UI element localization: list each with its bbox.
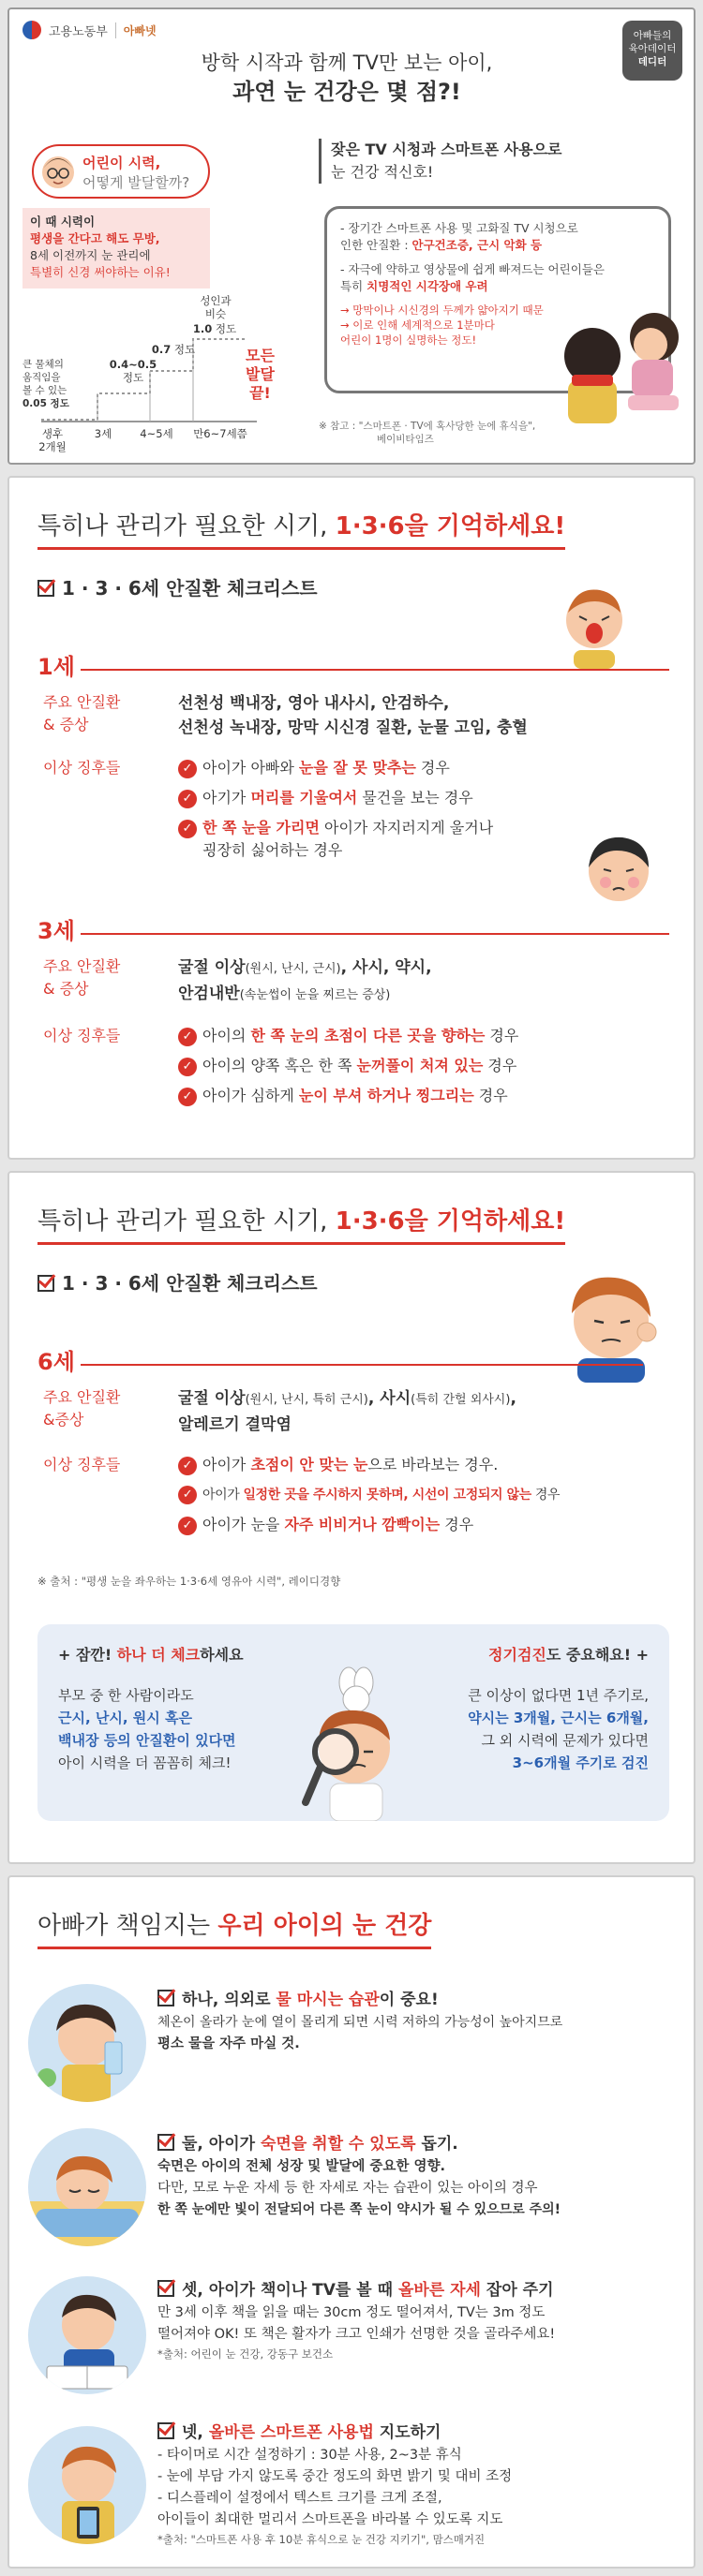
tip-left-heading (58, 1645, 244, 1666)
label-text: 주요 안질환 (43, 693, 121, 711)
tip-source: *출처: 어린이 눈 건강, 강동구 보건소 (157, 2347, 334, 2361)
tip-heading-emphasis: 정기검진 (488, 1646, 546, 1664)
warning-line: 눈 건강 적신호! (331, 163, 434, 181)
disease-line: 선천성 녹내장, 망막 시신경 질환, 눈물 고임, 충혈 (178, 718, 528, 737)
check-circle-icon: ✓ (178, 760, 197, 778)
tip-heading-emphasis: 하나 더 체크 (116, 1646, 201, 1664)
vision-development-chart (22, 290, 304, 453)
symptom-emphasis: 자주 비비거나 깜빡이는 (284, 1516, 441, 1533)
tip-heading-text: 도 중요해요! + (546, 1646, 649, 1664)
tip-body-line: - 눈에 부담 가지 않도록 중간 정도의 화면 밝기 및 대비 조정 (157, 2469, 513, 2484)
checklist-subtitle (37, 575, 318, 601)
symptom-text: 경우 (415, 759, 450, 777)
age-divider (81, 669, 669, 671)
checklist-card-1-3 (7, 476, 696, 1160)
check-circle-icon: ✓ (178, 1088, 197, 1106)
checkbox-icon (157, 2280, 174, 2297)
adult-text: 성인과 (200, 294, 232, 307)
bubble-note: → 이로 인해 세계적으로 1분마다 (340, 318, 495, 332)
drinking-water-illustration (28, 1984, 146, 2102)
tip-head-text: 잡아 주기 (480, 2281, 554, 2300)
bubble-emphasis: 치명적인 시각장애 우려 (366, 279, 488, 293)
reading-child-illustration (28, 2276, 146, 2394)
symptom-item (178, 787, 473, 809)
tip-right-heading (488, 1645, 649, 1666)
symptom-text: 아기가 (202, 789, 251, 807)
tip-head-emphasis: 물 마시는 습관 (276, 1991, 380, 2009)
title-line1: 방학 시작과 함께 TV만 보는 아이, (201, 52, 493, 74)
symptom-text: 경우 (531, 1488, 561, 1503)
tip-text: 부모 중 한 사람이라도 (58, 1687, 194, 1704)
check-circle-icon: ✓ (178, 1486, 197, 1504)
axis-text: 0.05 정도 (22, 398, 69, 409)
symptom-item (178, 1454, 498, 1476)
check-circle-icon: ✓ (178, 1028, 197, 1046)
age-divider (81, 1364, 643, 1366)
tip-body-line: - 디스플레이 설정에서 텍스트 크기를 크게 조절, (157, 2491, 442, 2506)
disease-label (43, 955, 120, 1000)
tip-left-body (58, 1684, 236, 1774)
disease-line: 선천성 백내장, 영아 내사시, 안검하수, (178, 694, 450, 713)
age-label: 3세 (94, 427, 112, 440)
done-text: 발달 (246, 365, 275, 383)
symptom-emphasis: 한 쪽 눈의 초점이 다른 곳을 향하는 (250, 1027, 486, 1044)
disease-text: 안검내반 (178, 985, 240, 1003)
pink-line: 8세 이전까지 눈 관리에 (30, 248, 151, 262)
tip-head-text: 돕기. (415, 2135, 458, 2154)
age-label (32, 427, 73, 453)
adult-note (195, 294, 236, 320)
checklist-source: ※ 출처 : "평생 눈을 좌우하는 1·3·6세 영유아 시력", 레이디경향 (37, 1575, 341, 1588)
symptom-emphasis: 눈을 잘 못 맞추는 (298, 759, 416, 777)
disease-text: , (510, 1389, 516, 1408)
child-rubbing-eye-illustration (549, 1263, 671, 1384)
badge-line: 데디터 (637, 56, 667, 67)
symptom-item (178, 1514, 473, 1536)
data-badge (622, 21, 682, 81)
ministry-name: 고용노동부 (49, 24, 108, 39)
pink-line: 평생을 간다고 해도 무방, (30, 231, 160, 245)
disease-note: (속눈썹이 눈을 찌르는 증상) (239, 988, 391, 1002)
symptom-text: 아이가 심하게 (202, 1087, 299, 1104)
symptom-text: 아이가 아빠와 (202, 759, 299, 777)
first-stage-label (22, 358, 73, 410)
intro-card (7, 7, 696, 465)
stage-label (150, 343, 197, 356)
checklist-subtitle (37, 1270, 318, 1296)
intro-title (141, 49, 553, 107)
disease-text: 굴절 이상 (178, 1389, 246, 1408)
ref-line: ※ 참고 : "스마트폰 · TV에 혹사당한 눈에 휴식을", (319, 421, 536, 432)
disease-text: 알레르기 결막염 (178, 1415, 292, 1434)
sleeping-child-illustration (28, 2128, 146, 2246)
disease-label (43, 1386, 120, 1431)
tip-body-line: 만 3세 이후 책을 읽을 때는 30cm 정도 떨어져서, TV는 3m 정도 (157, 2305, 546, 2320)
label-text: & 증상 (43, 716, 89, 733)
symptom-item (178, 1484, 560, 1506)
disease-note: (원시, 난시, 근시) (245, 962, 341, 976)
checklist-title (37, 1205, 565, 1245)
warning-heading (319, 139, 562, 184)
age-text: 생후 (41, 427, 64, 440)
title-text: 아빠가 책임지는 (37, 1912, 218, 1940)
checkbox-icon (157, 2422, 174, 2439)
tip-body-line: 다만, 모로 누운 자세 등 한 자세로 자는 습관이 있는 아이의 경우 (157, 2181, 538, 2196)
tip-body-line: 한 쪽 눈에만 빛이 전달되어 다른 쪽 눈이 약시가 될 수 있으므로 주의! (157, 2202, 561, 2217)
tip-text: 큰 이상이 없다면 1년 주기로, (468, 1687, 649, 1704)
age-6-heading: 6세 (37, 1349, 75, 1375)
tip-text: 아이 시력을 더 꼼꼼히 체크! (58, 1754, 232, 1771)
symptom-item (178, 757, 450, 779)
checkbox-icon (37, 1275, 54, 1292)
magnifier-man-illustration (292, 1662, 414, 1821)
question-line1: 어린이 시력, (82, 155, 161, 171)
symptom-text: 아이가 눈을 (202, 1516, 285, 1533)
subtitle-text: 1 · 3 · 6세 안질환 체크리스트 (62, 577, 318, 600)
axis-text: 볼 수 있는 (22, 385, 67, 396)
check-circle-icon: ✓ (178, 1517, 197, 1535)
bubble-text: - 자극에 약하고 영상물에 쉽게 빠져드는 어린이들은 (340, 262, 605, 276)
check-circle-icon: ✓ (178, 1058, 197, 1076)
tip-posture (157, 2278, 673, 2362)
symptom-emphasis: 일정한 곳을 주시하지 못하며, 시선이 고정되지 않는 (243, 1488, 531, 1503)
age-1-heading: 1세 (37, 654, 75, 680)
tip-head-text: 넷, (182, 2423, 209, 2442)
symptom-emphasis: 눈꺼풀이 처져 있는 (356, 1057, 484, 1074)
title-emphasis: 우리 아이의 눈 건강 (217, 1912, 432, 1940)
adult-text: 비슷 (204, 307, 227, 320)
label-text: & 증상 (43, 980, 89, 998)
ministry-logo-icon (22, 21, 41, 39)
checkbox-icon (157, 1990, 174, 2006)
symptom-text: 아이가 (202, 1456, 251, 1473)
smartphone-child-illustration (28, 2426, 146, 2544)
title-text: 특히나 관리가 필요한 시기, (37, 1207, 336, 1236)
symptom-text: 경우 (485, 1027, 519, 1044)
age-label: 만6~7세쯤 (193, 427, 247, 440)
tip-text: 근시, 난시, 원시 혹은 (58, 1710, 192, 1726)
extra-check-box (37, 1624, 669, 1821)
bubble-item (340, 220, 659, 254)
axis-text: 움직임을 (22, 372, 61, 383)
disease-note: (특히 간헐 외사시) (411, 1393, 511, 1407)
symptom-emphasis: 머리를 기울여서 (250, 789, 358, 807)
bubble-text: 인한 안질환 : (340, 238, 412, 252)
pink-line: 이 때 시력이 (30, 215, 96, 229)
tip-text: 그 외 시력에 문제가 있다면 (481, 1732, 649, 1749)
tip-source: *출처: "스마트폰 사용 후 10분 휴식으로 눈 건강 지키기", 맘스매거진 (157, 2533, 486, 2546)
dad-tips-title (37, 1909, 431, 1949)
tip-text: 3~6개월 주기로 검진 (512, 1754, 649, 1771)
kids-watching-tv-illustration (534, 290, 694, 431)
title-emphasis: 1·3·6을 기억하세요! (335, 1207, 566, 1236)
badge-line: 육아데이터 (628, 43, 677, 54)
tip-heading-text: + 잠깐! (58, 1646, 117, 1664)
symptom-text: 아이의 양쪽 혹은 한 쪽 (202, 1057, 357, 1074)
disease-text: , 사시, 약시, (340, 958, 432, 977)
bubble-text: 특히 (340, 279, 367, 293)
title-text: 특히나 관리가 필요한 시기, (37, 512, 336, 540)
check-circle-icon: ✓ (178, 790, 197, 808)
symptom-item (178, 1085, 508, 1107)
age-3-diseases (178, 955, 432, 1008)
tip-body-line: 아이들이 최대한 멀리서 스마트폰을 바라볼 수 있도록 지도 (157, 2512, 503, 2527)
stage-label (191, 322, 238, 335)
tip-body-line: 체온이 올라가 눈에 열이 몰리게 되면 시력 저하의 가능성이 높아지므로 (157, 2015, 563, 2030)
tip-head-emphasis: 올바른 스마트폰 사용법 (208, 2423, 374, 2442)
label-text: 주요 안질환 (43, 957, 121, 975)
symptom-text: 물건을 보는 경우 (357, 789, 473, 807)
tip-right-body (468, 1684, 649, 1774)
intro-reference (319, 420, 535, 446)
tip-text: 약시는 3개월, 근시는 6개월, (468, 1710, 649, 1726)
bubble-note: 어린이 1명이 실명하는 정도! (340, 333, 477, 347)
age-6-diseases (178, 1386, 516, 1437)
checklist-title (37, 510, 565, 550)
tip-smartphone (157, 2421, 673, 2548)
tip-head-text: 이 중요! (379, 1991, 439, 2009)
sad-child-illustration (576, 824, 662, 910)
development-done-label (246, 347, 275, 403)
label-text: 주요 안질환 (43, 1388, 121, 1406)
symptom-text: 경우 (440, 1516, 474, 1533)
tip-body-line: - 타이머로 시간 설정하기 : 30분 사용, 2~3분 휴식 (157, 2448, 462, 2463)
tip-head-text: 하나, 의외로 (182, 1991, 277, 2009)
stage-value: 0.7 (151, 343, 172, 356)
symptom-item (178, 1025, 518, 1047)
bubble-emphasis: 안구건조증, 근시 악화 등 (411, 238, 543, 252)
symptom-text: 아이의 (202, 1027, 251, 1044)
check-circle-icon: ✓ (178, 1457, 197, 1475)
tip-body-line: 숙면은 아이의 전체 성장 및 발달에 중요한 영향. (157, 2159, 445, 2174)
symptom-item (178, 817, 493, 839)
tip-head-text: 셋, 아이가 책이나 TV를 볼 때 (182, 2281, 398, 2300)
bubble-note: → 망막이나 시신경의 두께가 얇아지기 때문 (340, 303, 544, 317)
tip-body-line: 평소 물을 자주 마실 것. (157, 2036, 300, 2051)
tip-water (157, 1988, 673, 2055)
symptom-text: 경우 (483, 1057, 517, 1074)
dad-tips-card (7, 1875, 696, 2569)
done-text: 끝! (249, 384, 271, 402)
subtitle-text: 1 · 3 · 6세 안질환 체크리스트 (62, 1272, 318, 1295)
disease-text: 굴절 이상 (178, 958, 246, 977)
dadnet-logo: 아빠넷 (115, 22, 157, 38)
label-text: &증상 (43, 1411, 84, 1429)
symptom-item (178, 1055, 516, 1077)
tip-text: 백내장 등의 안질환이 있다면 (58, 1732, 236, 1749)
symptom-text: 으로 바라보는 경우. (367, 1456, 499, 1473)
symptom-emphasis: 눈이 부셔 하거나 찡그리는 (298, 1087, 474, 1104)
stage-unit: 정도 (215, 322, 237, 335)
tip-body-line: 떨어져야 OK! 또 책은 활자가 크고 인쇄가 선명한 것을 골라주세요! (157, 2327, 556, 2342)
age-divider (81, 933, 669, 935)
symptom-text: 아이가 자지러지게 울거나 (319, 819, 494, 836)
doctor-face-icon (37, 148, 79, 195)
age-1-diseases (178, 691, 528, 740)
checklist-card-6 (7, 1171, 696, 1864)
crying-baby-illustration (557, 581, 632, 671)
stage-value: 0.4~0.5 (109, 358, 157, 371)
age-3-heading: 3세 (37, 918, 75, 944)
title-line2: 과연 눈 건강은 몇 점?! (232, 79, 461, 105)
header-logos (22, 21, 157, 39)
checkbox-icon (37, 580, 54, 597)
tip-head-text: 지도하기 (373, 2423, 441, 2442)
question-line2: 어떻게 발달할까? (82, 174, 190, 191)
disease-label (43, 691, 120, 736)
disease-note: (원시, 난시, 특히 근시) (245, 1393, 368, 1407)
symptom-continuation: 굉장히 싫어하는 경우 (202, 841, 343, 859)
symptom-text: 경우 (473, 1087, 508, 1104)
age-label: 4~5세 (140, 427, 173, 440)
symptom-emphasis: 초점이 안 맞는 눈 (250, 1456, 368, 1473)
tip-head-emphasis: 숙면을 취할 수 있도록 (260, 2135, 416, 2154)
symptom-label: 이상 징후들 (43, 1456, 121, 1473)
symptom-label: 이상 징후들 (43, 759, 121, 777)
tip-head-text: 둘, 아이가 (182, 2135, 261, 2154)
done-text: 모든 (246, 347, 275, 364)
stage-unit: 정도 (122, 371, 144, 384)
symptom-emphasis: 한 쪽 눈을 가리면 (202, 819, 320, 836)
stage-unit: 정도 (173, 343, 196, 356)
vision-importance-box (22, 208, 210, 289)
bubble-text: - 장기간 스마트폰 사용 및 고화질 TV 시청으로 (340, 221, 578, 235)
checkbox-icon (157, 2134, 174, 2151)
title-emphasis: 1·3·6을 기억하세요! (335, 512, 566, 540)
stage-value: 1.0 (192, 322, 213, 335)
check-circle-icon: ✓ (178, 820, 197, 838)
warning-line: 잦은 TV 시청과 스마트폰 사용으로 (331, 141, 562, 158)
symptom-text: 아이가 (202, 1488, 244, 1503)
ref-line: 베이비타임즈 (377, 434, 434, 445)
tip-head-emphasis: 올바른 자세 (397, 2281, 481, 2300)
disease-text: , 사시 (367, 1389, 411, 1408)
age-text: 2개월 (38, 440, 67, 453)
axis-text: 큰 물체의 (22, 359, 64, 370)
pink-line: 특별히 신경 써야하는 이유! (30, 265, 171, 279)
symptom-label: 이상 징후들 (43, 1027, 121, 1044)
tip-heading-text: 하세요 (200, 1646, 244, 1664)
badge-line: 아빠들의 (633, 30, 672, 41)
tip-sleep (157, 2132, 673, 2221)
stage-label (109, 358, 157, 384)
